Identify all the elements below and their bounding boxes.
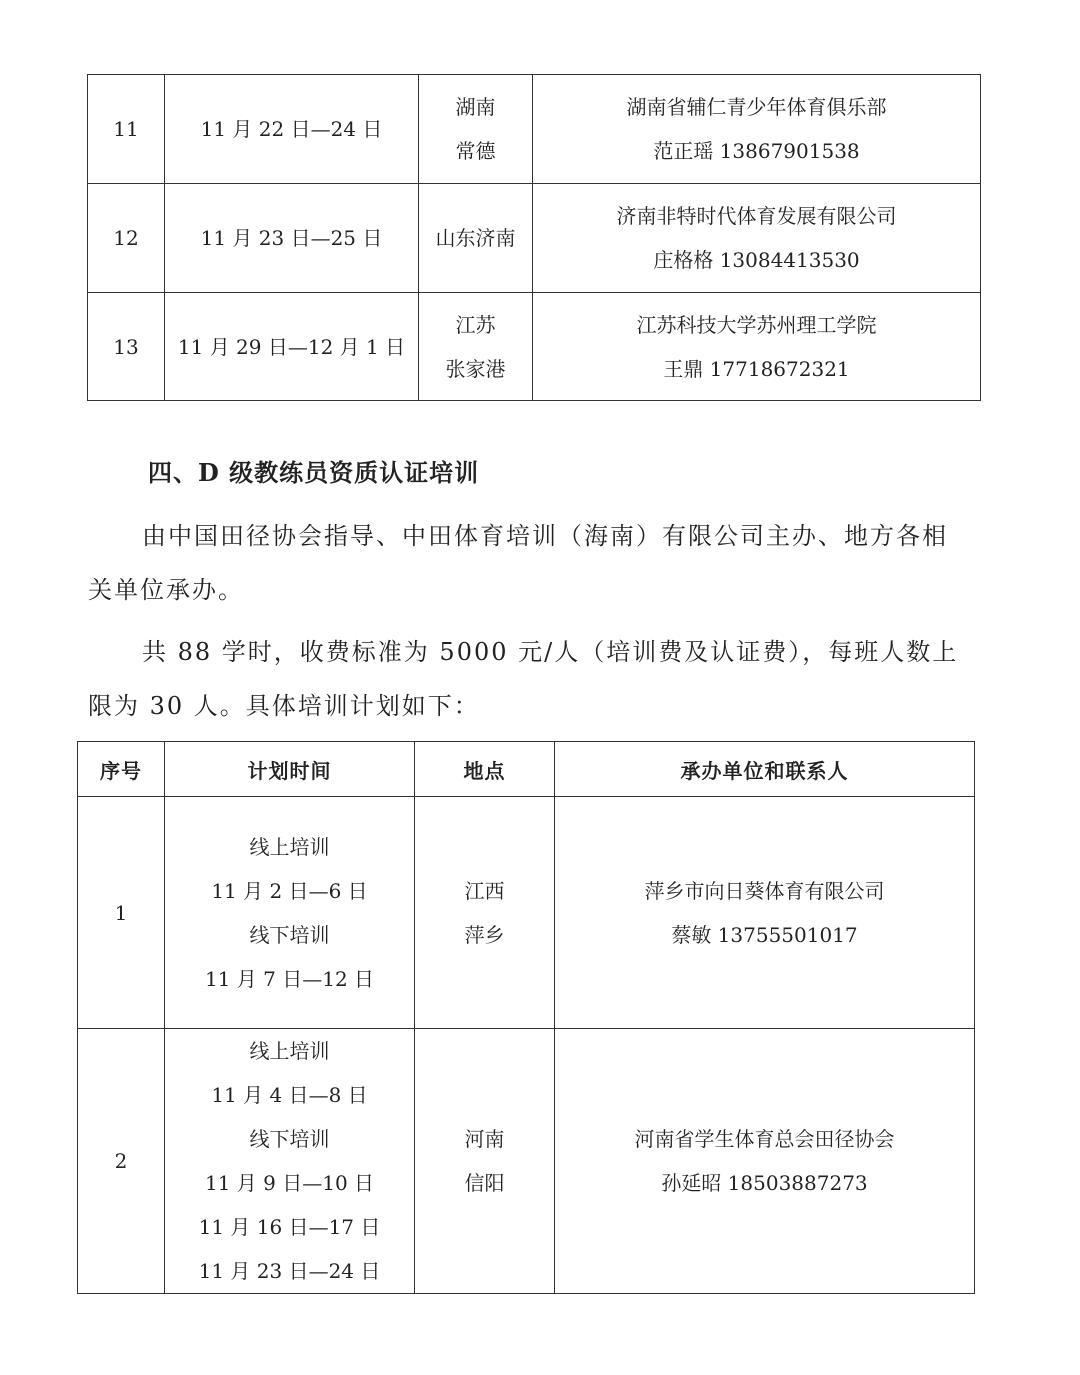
- plan-time-cell: [165, 1029, 415, 1294]
- paragraph-text: 由中国田径协会指导、中田体育培训（海南）有限公司主办、地方各相关单位承办。: [88, 522, 948, 604]
- plan-time-line: 11 月 9 日—10 日: [204, 1171, 375, 1195]
- organizer-cell: [555, 1029, 975, 1294]
- location-cell: [419, 293, 533, 401]
- organizer-name: 江苏科技大学苏州理工学院: [636, 312, 877, 337]
- contact-line: 蔡敏 13755501017: [671, 922, 858, 947]
- plan-time-line: 11 月 23 日—24 日: [198, 1259, 381, 1283]
- organizer-cell: [533, 75, 981, 184]
- header-plan-time: 计划时间: [165, 742, 415, 797]
- header-location: 地点: [415, 742, 555, 797]
- organizer-name: 萍乡市向日葵体育有限公司: [644, 878, 885, 903]
- location-cell: [419, 75, 533, 184]
- row-number: 12: [88, 184, 165, 293]
- header-number: 序号: [78, 742, 165, 797]
- location-line: 张家港: [445, 356, 506, 381]
- plan-time-line: 线下培训: [249, 1127, 330, 1151]
- location-cell: [419, 184, 533, 293]
- location-line: 湖南: [455, 95, 496, 119]
- location-cell: [415, 1029, 555, 1294]
- row-number: 2: [78, 1029, 165, 1294]
- plan-time-line: 11 月 29 日—12 月 1 日: [177, 334, 406, 359]
- training-schedule-table-continued: [87, 74, 981, 401]
- location-line: 江西: [464, 878, 505, 903]
- plan-time-cell: [165, 75, 419, 184]
- row-number: 13: [88, 293, 165, 401]
- plan-time-line: 线上培训: [249, 1039, 330, 1063]
- plan-time-line: 11 月 22 日—24 日: [200, 117, 383, 141]
- row-number: 1: [78, 797, 165, 1029]
- location-line: 信阳: [464, 1171, 505, 1195]
- plan-time-line: 11 月 2 日—6 日: [211, 878, 368, 903]
- table-row: [88, 184, 981, 293]
- paragraph-text: 共 88 学时，收费标准为 5000 元/人（培训费及认证费），每班人数上限为 30 人。具体培训计划如下：: [88, 638, 959, 720]
- plan-time-cell: [165, 797, 415, 1029]
- contact-line: 王鼎 17718672321: [663, 356, 850, 381]
- header-organizer: 承办单位和联系人: [555, 742, 975, 797]
- paragraph: [88, 509, 968, 617]
- table-row: [88, 75, 981, 184]
- table-row: [78, 797, 975, 1029]
- organizer-name: 济南非特时代体育发展有限公司: [616, 204, 897, 228]
- organizer-cell: [533, 293, 981, 401]
- plan-time-line: 11 月 23 日—25 日: [200, 226, 383, 250]
- plan-time-line: 线下培训: [249, 922, 330, 947]
- plan-time-cell: [165, 293, 419, 401]
- contact-line: 范正瑶 13867901538: [653, 139, 860, 163]
- contact-line: 孙延昭 18503887273: [661, 1171, 868, 1195]
- row-number: 11: [88, 75, 165, 184]
- location-cell: [415, 797, 555, 1029]
- table-row: [78, 1029, 975, 1294]
- organizer-name: 湖南省辅仁青少年体育俱乐部: [626, 95, 887, 119]
- plan-time-line: 11 月 4 日—8 日: [211, 1083, 368, 1107]
- location-line: 山东济南: [435, 226, 516, 250]
- table-row: [88, 293, 981, 401]
- location-line: 萍乡: [464, 922, 505, 947]
- plan-time-cell: [165, 184, 419, 293]
- paragraph: [88, 625, 968, 733]
- plan-time-line: 线上培训: [249, 834, 330, 859]
- location-line: 常德: [455, 139, 496, 163]
- plan-time-line: 11 月 16 日—17 日: [198, 1215, 381, 1239]
- section-heading: 四、D 级教练员资质认证培训: [148, 458, 480, 487]
- contact-line: 庄格格 13084413530: [653, 248, 860, 272]
- training-schedule-table: [77, 741, 975, 1294]
- organizer-cell: [533, 184, 981, 293]
- plan-time-line: 11 月 7 日—12 日: [204, 966, 375, 991]
- organizer-name: 河南省学生体育总会田径协会: [634, 1127, 895, 1151]
- organizer-cell: [555, 797, 975, 1029]
- table-header-row: [78, 742, 975, 797]
- location-line: 江苏: [455, 312, 496, 337]
- location-line: 河南: [464, 1127, 505, 1151]
